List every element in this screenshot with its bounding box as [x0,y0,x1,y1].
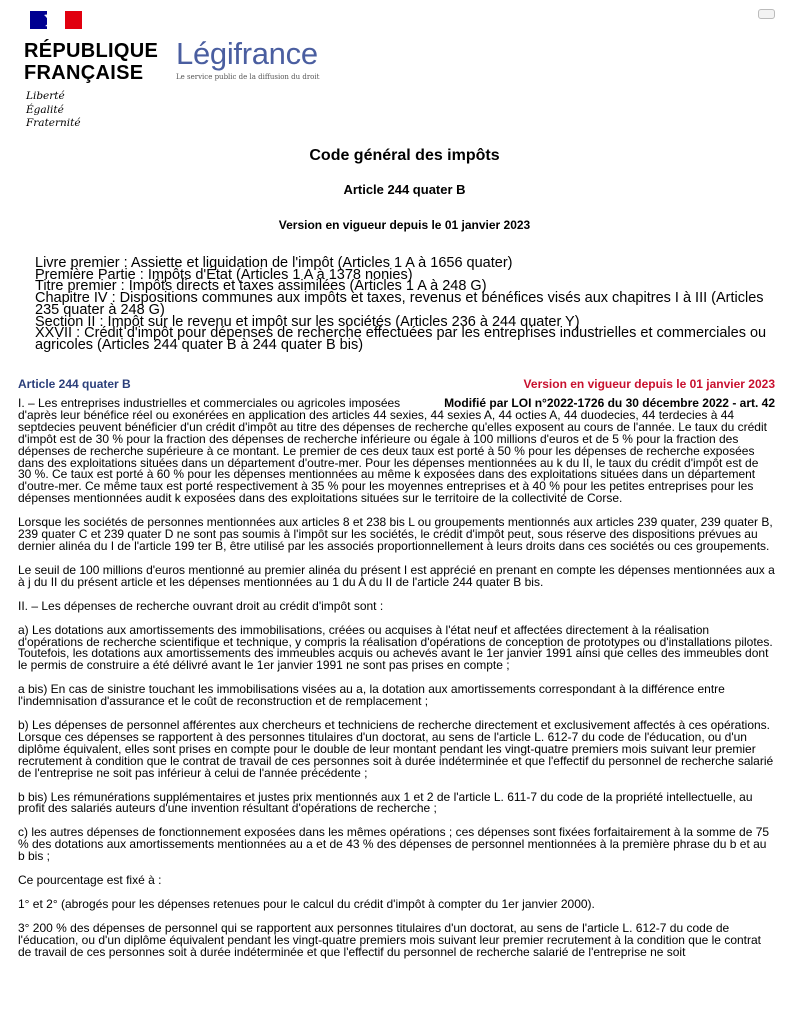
article-version: Version en vigueur depuis le 01 janvier 2023 [523,377,775,391]
legifrance-brand[interactable]: Légifrance [176,36,318,71]
paragraph: b bis) Les rémunérations supplémentaires et justes prix mentionnés aux 1 et 2 de l'article L. 611-7 du code de la propriété intellectuelle, au profit des salariés auteurs d'une invention résultant d'opérations de recherche ; [18,789,753,816]
paragraph: Modifié par LOI n°2022-1726 du 30 décembre 2022 - art. 42 I. – Les entreprises industrielles et commerciales ou agricoles imposées d'après leur bénéfice réel ou exonérées en application des articles 44 sexies, 44 sexies A, 44 octies A, 44 duodecies, 44 terdecies à 44 septdecies peuvent bénéficier d'un crédit d'impôt au titre des dépenses de recherche qu'elles exposent au cours de l'année. Le taux du crédit d'impôt est de 30 % pour la fraction des dépenses de recherche inférieure ou égale à 100 millions d'euros et de 5 % pour la fraction des dépenses de recherche supérieure à ce montant. Le premier de ces deux taux est porté à 50 % pour les dépenses de recherche exposées dans des exploitations situées dans un département d'outre-mer. Pour les dépenses mentionnées au k du II, le taux du crédit d'impôt est de 30 %. Ce taux est porté à 60 % pour les dépenses mentionnées au même k exposées dans des exploitations situées dans un département d'outre-mer. Ce même taux est porté respectivement à 35 % pour les moyennes entreprises et à 40 % pour les petites entreprises pour les dépenses mentionnées audit k exposées dans des exploitations situées sur le territoire de la collectivité de Corse. [18,396,775,506]
code-title: Code général des impôts [309,147,500,164]
paragraph: 1° et 2° (abrogés pour les dépenses retenues pour le calcul du crédit d'impôt à compter du 1er janvier 2000). [18,897,595,911]
breadcrumb-item: Titre premier : Impôts directs et taxes assimilées (Articles 1 A à 248 G) [35,278,487,295]
breadcrumb-item: XXVII : Crédit d'impôt pour dépenses de recherche effectuées par les entreprises industrielles et commerciales ou agricoles (Articles 244 quater B à 244 quater B bis) [35,325,767,353]
site-header [0,0,809,140]
paragraph: Lorsque les sociétés de personnes mentionnées aux articles 8 et 238 bis L ou groupements mentionnés aux articles 239 quater, 239 quater B, 239 quater C et 239 quater D ne sont pas soumis à l'impôt sur les sociétés, le crédit d'impôt peut, sous réserve des dispositions prévues au dernier alinéa du I de l'article 199 ter B, être utilisé par les associés proportionnellement à leurs droits dans ces sociétés ou ces groupements. [18,515,773,553]
paragraph: II. – Les dépenses de recherche ouvrant droit au crédit d'impôt sont : [18,598,384,613]
article-body [18,398,775,971]
breadcrumb [35,255,780,353]
article-title: Article 244 quater B [18,377,131,391]
legifrance-tagline: Le service public de la diffusion du droit [176,73,320,81]
paragraph: a bis) En cas de sinistre touchant les immobilisations visées au a, la dotation aux amortissements correspondant à la différence entre l'indemnisation d'assurance et le coût de reconstruction et de remplacement ; [18,682,725,709]
modification-note: Modifié par LOI n°2022-1726 du 30 décembre 2022 - art. 42 [444,396,775,410]
marianne-flag-icon [30,11,82,29]
paragraph: a) Les dotations aux amortissements des immobilisations, créées ou acquises à l'état neuf et affectées directement à la réalisation d'opérations de recherche scientifique et technique, y compris la réalisation d'opérations de conception de prototypes ou d'installations pilotes. Toutefois, les dotations aux amortissements des immeubles acquis ou achevés avant le 1er janvier 1991 ainsi que celles des immeubles dont le permis de construire a été délivré avant le 1er janvier 1991 ne sont pas prises en compte ; [18,622,773,673]
breadcrumb-item: Première Partie : Impôts d'État (Articles 1 A à 1378 nonies) [35,266,413,283]
version-heading: Version en vigueur depuis le 01 janvier 2023 [278,218,531,232]
paragraph: Le seuil de 100 millions d'euros mentionné au premier alinéa du présent I est apprécié en prenant en compte les dépenses mentionnées aux a à j du II du présent article et les dépenses mentionnées au 1 du A du II de l'article 244 quater B bis. [18,562,775,589]
article-heading: Article 244 quater B [343,182,466,197]
breadcrumb-item: Section II : Impôt sur le revenu et impôt sur les sociétés (Articles 236 à 244 quater Y) [35,313,580,330]
breadcrumb-item: Chapitre IV : Dispositions communes aux impôts et taxes, revenus et bénéfices visés aux chapitres I à III (Articles 235 quater à 248 G) [35,290,764,318]
republique-francaise-logo: RÉPUBLIQUE FRANÇAISE [24,40,159,84]
paragraph: c) les autres dépenses de fonctionnement exposées dans les mêmes opérations ; ces dépenses sont fixées forfaitairement à la somme de 75 % des dotations aux amortissements mentionnées au a et de 43 % des dépenses de personnel mentionnées à la première phrase du b et au b bis ; [18,825,770,864]
paragraph: Ce pourcentage est fixé à : [18,873,162,888]
paragraph: b) Les dépenses de personnel afférentes aux chercheurs et techniciens de recherche directement et exclusivement affectés à ces opérations. Lorsque ces dépenses se rapportent à des personnes titulaires d'un doctorat, au sens de l'article L. 612-7 du code de l'éducation, ou d'un diplôme équivalent, elles sont prises en compte pour le double de leur montant pendant les vingt-quatre premiers mois suivant leur premier recrutement à condition que le contrat de travail de ces personnes soit à durée indéterminée et que l'effectif du personnel de recherche salarié de l'entreprise ne soit pas inférieur à celui de l'année précédente ; [18,718,774,780]
paragraph: 3° 200 % des dépenses de personnel qui se rapportent aux personnes titulaires d'un doctorat, au sens de l'article L. 612-7 du code de l'éducation, ou d'un diplôme équivalent pendant les vingt-quatre premiers mois suivant leur premier recrutement à la condition que le contrat de travail de ces personnes soit à durée indéterminée et que l'effectif du personnel de recherche salarié de l'entreprise ne soit [18,920,761,959]
motto: Liberté Égalité Fraternité [26,90,81,129]
breadcrumb-item: Livre premier : Assiette et liquidation de l'impôt (Articles 1 A à 1656 quater) [35,255,513,271]
